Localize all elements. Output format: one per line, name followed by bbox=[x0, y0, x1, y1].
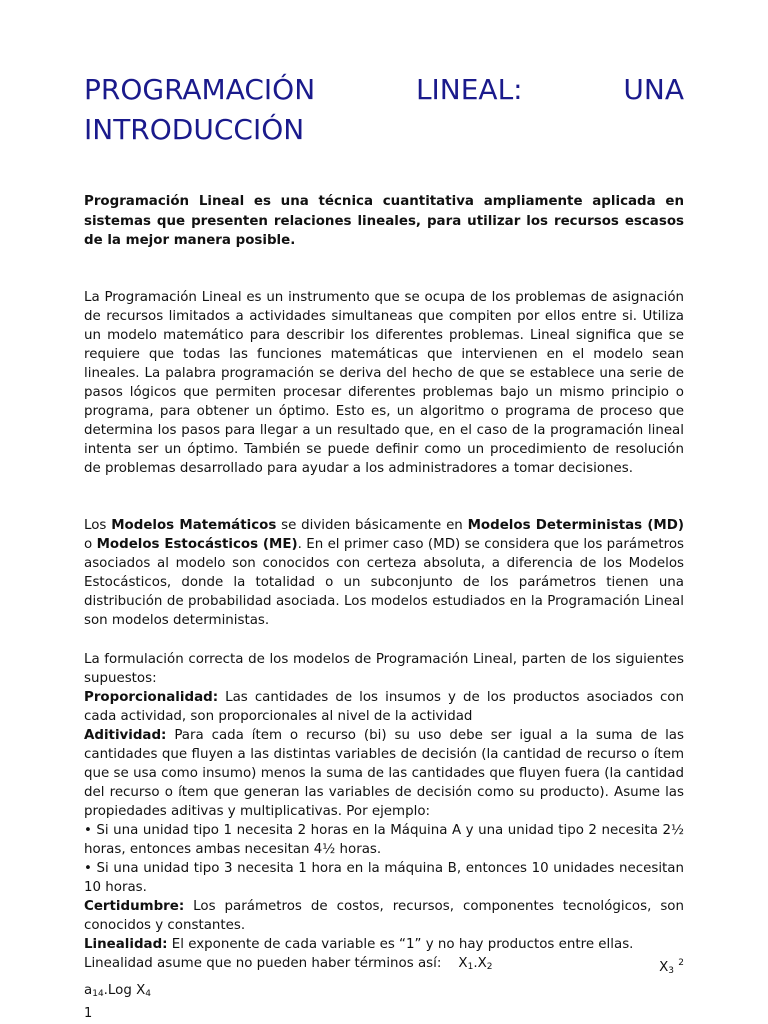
linealidad-label: Linealidad: bbox=[84, 937, 168, 952]
example-bullet-1: • Si una unidad tipo 1 necesita 2 horas en la Máquina A y una unidad tipo 2 necesita 2½ horas, entonces ambas necesitan 4½ horas. bbox=[84, 823, 684, 857]
aditividad-text: Para cada ítem o recurso (bi) su uso debe ser igual a la suma de las cantidades que fluyen a las distintas variables de decisión (la cantidad de recurso o ítem que se usa como insumo) menos la suma de las cantidades que fluyen fuera (la cantidad del recurso o ítem que generan las variables de decisión como su producto). Asume las propiedades aditivas y multiplicativas. Por ejemplo: bbox=[84, 728, 684, 819]
models-bold-estocasticos: Modelos Estocásticos (ME) bbox=[96, 537, 298, 552]
example-bullet-2: • Si una unidad tipo 3 necesita 1 hora en la máquina B, entonces 10 unidades necesitan 10 horas. bbox=[84, 861, 684, 895]
assumption-linealidad bbox=[84, 935, 684, 954]
linealidad-terms-line bbox=[84, 954, 684, 981]
assumption-certidumbre bbox=[84, 897, 684, 935]
linealidad-tail-group bbox=[84, 954, 493, 981]
models-bold-deterministas: Modelos Deterministas (MD) bbox=[467, 518, 684, 533]
term-a14-logx4: $a_{14}.Log$ $X_4$ bbox=[84, 983, 152, 999]
certidumbre-label: Certidumbre: bbox=[84, 899, 185, 914]
title-line-2: INTRODUCCIÓN bbox=[84, 113, 305, 146]
models-paragraph bbox=[84, 516, 684, 630]
title-line-1 bbox=[84, 70, 684, 110]
aditividad-label: Aditividad: bbox=[84, 728, 167, 743]
title-word-lineal: LINEAL: bbox=[415, 73, 523, 106]
models-text-1: Los bbox=[84, 518, 112, 533]
title-word-programacion: PROGRAMACIÓN bbox=[84, 73, 316, 106]
models-text bbox=[84, 516, 684, 630]
models-text-4: . En el primer caso (MD) se considera que los parámetros asociados al modelo son conocidos con certeza absoluta, a diferencia de los Modelos Estocásticos, donde la totalidad o un subconjunto de los parámetros tienen una distribución de probabilidad asociada. Los modelos estudiados en la Programación Lineal son modelos deterministas. bbox=[84, 537, 685, 628]
intro-paragraph bbox=[84, 288, 684, 478]
linealidad-tail-text: Linealidad asume que no pueden haber términos así: bbox=[84, 956, 442, 971]
assumptions-intro: La formulación correcta de los modelos de Programación Lineal, parten de los siguientes supuestos: bbox=[84, 652, 684, 686]
proporcionalidad-text: Las cantidades de los insumos y de los productos asociados con cada actividad, son proporcionales al nivel de la actividad bbox=[84, 690, 684, 724]
linealidad-text: El exponente de cada variable es “1” y no hay productos entre ellas. bbox=[167, 937, 634, 952]
abstract-paragraph: Programación Lineal es una técnica cuantitativa ampliamente aplicada en sistemas que presenten relaciones lineales, para utilizar los recursos escasos de la mejor manera posible. bbox=[84, 194, 684, 248]
assumption-aditividad bbox=[84, 726, 684, 821]
title-word-una: UNA bbox=[623, 73, 684, 106]
assumptions-section bbox=[84, 650, 684, 1004]
certidumbre-text: Los parámetros de costos, recursos, componentes tecnológicos, son conocidos y constantes. bbox=[84, 899, 684, 933]
page-number: 1 bbox=[84, 1006, 93, 1021]
term-x3-squared: $X_3$ $^2$ bbox=[659, 958, 684, 976]
models-bold-matematicos: Modelos Matemáticos bbox=[111, 518, 277, 533]
models-text-2: se dividen básicamente en bbox=[276, 518, 468, 533]
models-text-3: o bbox=[84, 537, 97, 552]
document-title bbox=[84, 70, 684, 150]
term-x1x2: $X_1.X_2$ bbox=[458, 956, 493, 972]
intro-text: La Programación Lineal es un instrumento que se ocupa de los problemas de asignación de recursos limitados a actividades simultaneas que compiten por ellos entre si. Utiliza un modelo matemático para describir los diferentes problemas. Lineal significa que se requiere que todas las funciones matemáticas que intervienen en el modelo sean lineales. La palabra programación se deriva del hecho de que se establece una serie de pasos lógicos que permiten procesar diferentes problemas bajo un mismo principio o programa, para obtener un óptimo. Esto es, un algoritmo o programa de proceso que determina los pasos para llegar a un resultado que, en el caso de la programación lineal intenta ser un óptimo. También se puede definir como un procedimiento de resolución de problemas desarrollado para ayudar a los administradores a tomar decisiones. bbox=[84, 290, 684, 476]
assumption-proporcionalidad bbox=[84, 688, 684, 726]
proporcionalidad-label: Proporcionalidad: bbox=[84, 690, 219, 705]
